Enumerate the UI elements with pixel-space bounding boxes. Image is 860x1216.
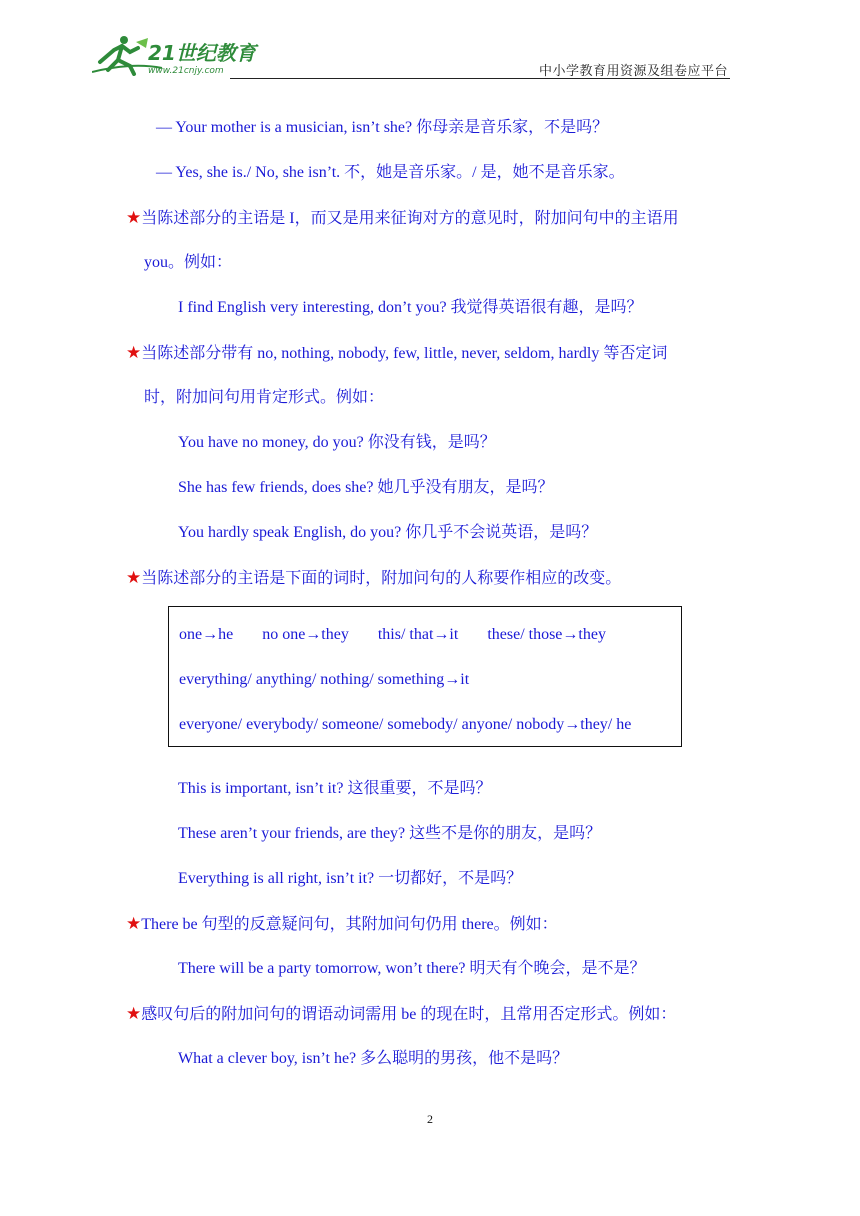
star-icon: ★: [126, 208, 142, 227]
example-line: There will be a party tomorrow, won’t there? 明天有个晚会，是不是？: [178, 960, 646, 977]
star-icon: ★: [126, 568, 142, 587]
example-line: These aren’t your friends, are they? 这些不是你的朋友，是吗？: [178, 825, 602, 842]
rule-text: 当陈述部分的主语是 I，而又是用来征询对方的意见时，附加问句中的主语用: [141, 210, 679, 227]
rule-continuation: you。例如：: [144, 254, 233, 271]
mapping-row: [179, 625, 606, 645]
mapping-row: everyone/ everybody/ someone/ somebody/ anyone/ nobody→they/ he: [179, 716, 632, 733]
rule-item: [126, 1004, 676, 1025]
example-line: Everything is all right, isn’t it? 一切都好，不是吗？: [178, 870, 523, 887]
mapping-item: this/ that→it: [377, 626, 459, 643]
mapping-row: everything/ anything/ nothing/ something→it: [179, 671, 470, 688]
svg-text:21世纪教育: 21世纪教育: [148, 41, 256, 65]
star-icon: ★: [126, 1004, 142, 1023]
example-line: What a clever boy, isn’t he? 多么聪明的男孩，他不是吗？: [178, 1050, 569, 1067]
rule-continuation: 时，附加问句用肯定形式。例如：: [144, 389, 385, 406]
mapping-item: no one→they: [262, 626, 349, 643]
example-line: — Your mother is a musician, isn’t she? 你母亲是音乐家，不是吗？: [156, 119, 609, 136]
page-number: 2: [427, 1112, 433, 1126]
rule-item: [126, 208, 679, 229]
runner-logo-icon: [92, 32, 262, 76]
header-divider: [230, 78, 730, 79]
rule-text: 当陈述部分的主语是下面的词时，附加问句的人称要作相应的改变。: [141, 570, 622, 587]
rule-text: There be 句型的反意疑问句，其附加问句仍用 there。例如：: [141, 916, 558, 933]
svg-text:www.21cnjy.com: www.21cnjy.com: [148, 66, 224, 76]
header-platform-text: 中小学教育用资源及组卷应平台: [538, 64, 728, 79]
page-header: [92, 30, 730, 80]
star-icon: ★: [126, 343, 142, 362]
example-line: I find English very interesting, don’t you? 我觉得英语很有趣，是吗？: [178, 299, 643, 316]
example-line: — Yes, she is./ No, she isn’t. 不，她是音乐家。/ 是，她不是音乐家。: [156, 164, 625, 181]
rule-text: 当陈述部分带有 no, nothing, nobody, few, little, never, seldom, hardly 等否定词: [141, 345, 668, 362]
rule-text: 感叹句后的附加问句的谓语动词需用 be 的现在时，且常用否定形式。例如：: [141, 1006, 677, 1023]
rule-item: [126, 914, 558, 935]
mapping-item: these/ those→they: [487, 626, 606, 643]
rule-item: [126, 568, 621, 589]
pronoun-mapping-box: [168, 606, 682, 747]
example-line: This is important, isn’t it? 这很重要，不是吗？: [178, 780, 492, 797]
mapping-item: one→he: [179, 626, 234, 643]
star-icon: ★: [126, 914, 142, 933]
example-line: You have no money, do you? 你没有钱，是吗？: [178, 434, 496, 451]
example-line: She has few friends, does she? 她几乎没有朋友，是吗？: [178, 479, 554, 496]
rule-item: [126, 343, 667, 364]
logo: [92, 32, 262, 76]
example-line: You hardly speak English, do you? 你几乎不会说英语，是吗？: [178, 524, 598, 541]
